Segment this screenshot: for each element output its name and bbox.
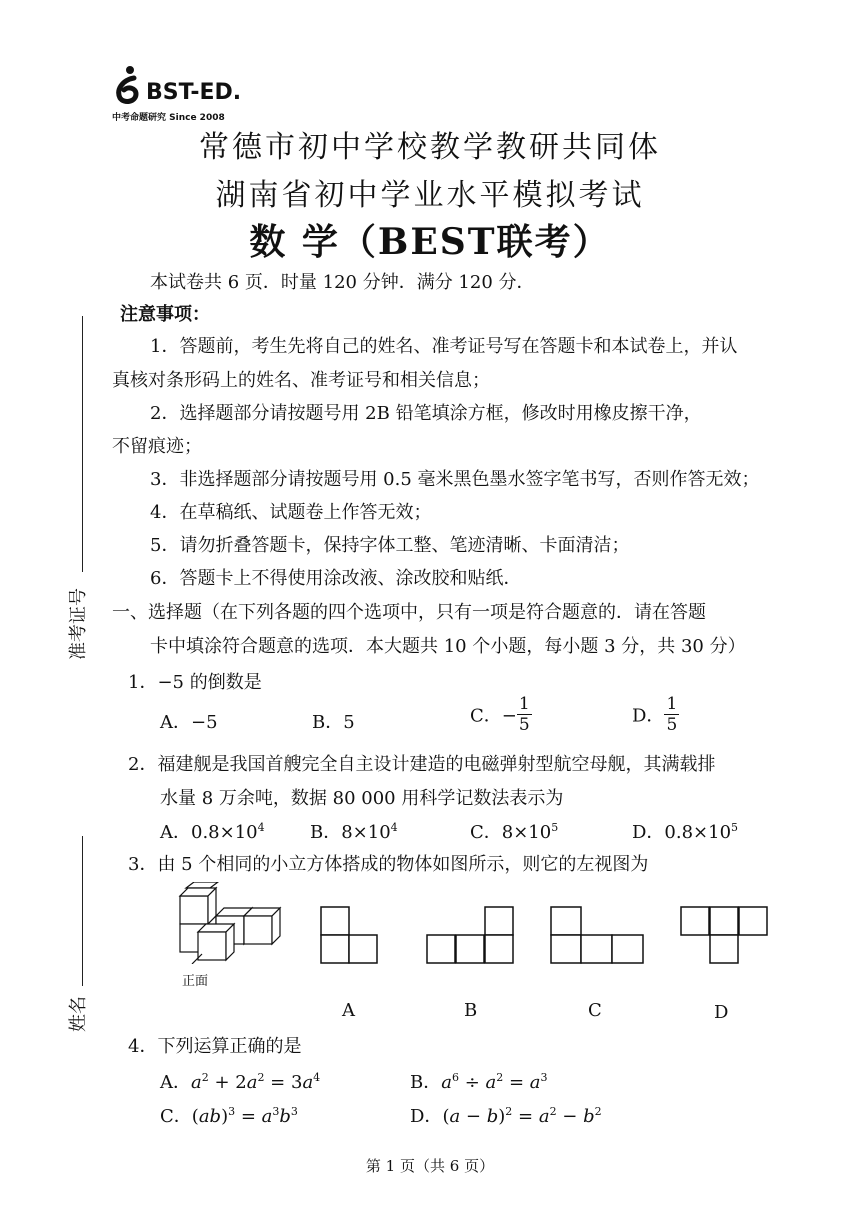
question-3-stem: 3．由 5 个相同的小立方体搭成的物体如图所示，则它的左视图为 [128, 854, 649, 875]
question-1-stem: 1．−5 的倒数是 [128, 672, 262, 693]
front-label: 正面 [182, 974, 209, 989]
q3-option-a-figure [320, 906, 378, 964]
notice-item: 4．在草稿纸、试题卷上作答无效； [150, 502, 432, 523]
notice-item: 真核对条形码上的姓名、准考证号和相关信息； [112, 370, 490, 391]
title-exam: 湖南省初中学业水平模拟考试 [215, 178, 645, 213]
notice-heading: 注意事项： [120, 304, 210, 325]
section-heading-cont: 卡中填涂符合题意的选项．本大题共 10 个小题，每小题 3 分，共 30 分） [150, 636, 746, 657]
logo-icon [112, 64, 144, 104]
q4-option-c: C．$(ab)^3 = a^3b^3$ [160, 1105, 298, 1127]
question-2-stem: 2．福建舰是我国首艘完全自主设计建造的电磁弹射型航空母舰，其满载排 [128, 754, 716, 775]
q1-option-c: C．− $\frac{1}{5}$ [470, 694, 530, 735]
title-organization: 常德市初中学校教学教研共同体 [199, 130, 661, 165]
notice-item: 6．答题卡上不得使用涂改液、涂改胶和贴纸． [150, 568, 522, 589]
exam-info: 本试卷共 6 页．时量 120 分钟．满分 120 分． [150, 272, 535, 293]
exam-id-line [82, 316, 83, 572]
logo-text: BST-ED. [146, 80, 242, 105]
notice-item: 1．答题前，考生先将自己的姓名、准考证号写在答题卡和本试卷上，并认 [150, 336, 738, 357]
exam-id-label: 准考证号 [68, 588, 89, 660]
q3-option-c-figure [550, 906, 644, 964]
q1-option-d: D． $\frac{1}{5}$ [632, 694, 678, 735]
section-heading: 一、选择题（在下列各题的四个选项中，只有一项是符合题意的．请在答题 [112, 602, 706, 623]
q3-option-d-figure [680, 906, 768, 964]
notice-item: 不留痕迹； [112, 436, 202, 457]
question-2-stem-cont: 水量 8 万余吨，数据 80 000 用科学记数法表示为 [160, 788, 564, 809]
question-4-stem: 4．下列运算正确的是 [128, 1036, 302, 1057]
name-label: 姓名 [68, 996, 89, 1032]
q3-label-d: D [714, 1002, 729, 1023]
page-footer: 第 1 页（共 6 页） [365, 1157, 495, 1175]
q4-option-d: D．$(a - b)^2 = a^2 - b^2$ [410, 1105, 602, 1127]
notice-item: 2．选择题部分请按题号用 2B 铅笔填涂方框，修改时用橡皮擦干净， [150, 403, 702, 424]
q1-option-a: A．−5 [160, 712, 218, 733]
title-subject: 数 学（BEST联考） [249, 221, 611, 263]
notice-item: 3．非选择题部分请按题号用 0.5 毫米黑色墨水签字笔书写，否则作答无效； [150, 469, 760, 490]
q3-option-b-figure [426, 906, 514, 964]
q3-label-a: A [342, 1000, 355, 1021]
q2-option-b: B．$8\times 10^4$ [310, 821, 398, 843]
q3-label-b: B [464, 1000, 478, 1021]
q3-label-c: C [588, 1000, 602, 1021]
name-line [82, 836, 83, 986]
q4-option-b: B．$a^6 \div a^2 = a^3$ [410, 1071, 548, 1093]
q1-option-b: B．5 [312, 712, 355, 733]
cube-figure [172, 882, 282, 964]
q2-option-a: A．$0.8\times 10^4$ [160, 821, 265, 843]
q2-option-c: C．$8\times 10^5$ [470, 821, 559, 843]
q2-option-d: D．$0.8\times 10^5$ [632, 821, 739, 843]
q4-option-a: A．$a^2 + 2a^2 = 3a^4$ [160, 1071, 321, 1093]
logo-subtitle: 中考命题研究 Since 2008 [112, 113, 225, 123]
notice-item: 5．请勿折叠答题卡，保持字体工整、笔迹清晰、卡面清洁； [150, 535, 630, 556]
